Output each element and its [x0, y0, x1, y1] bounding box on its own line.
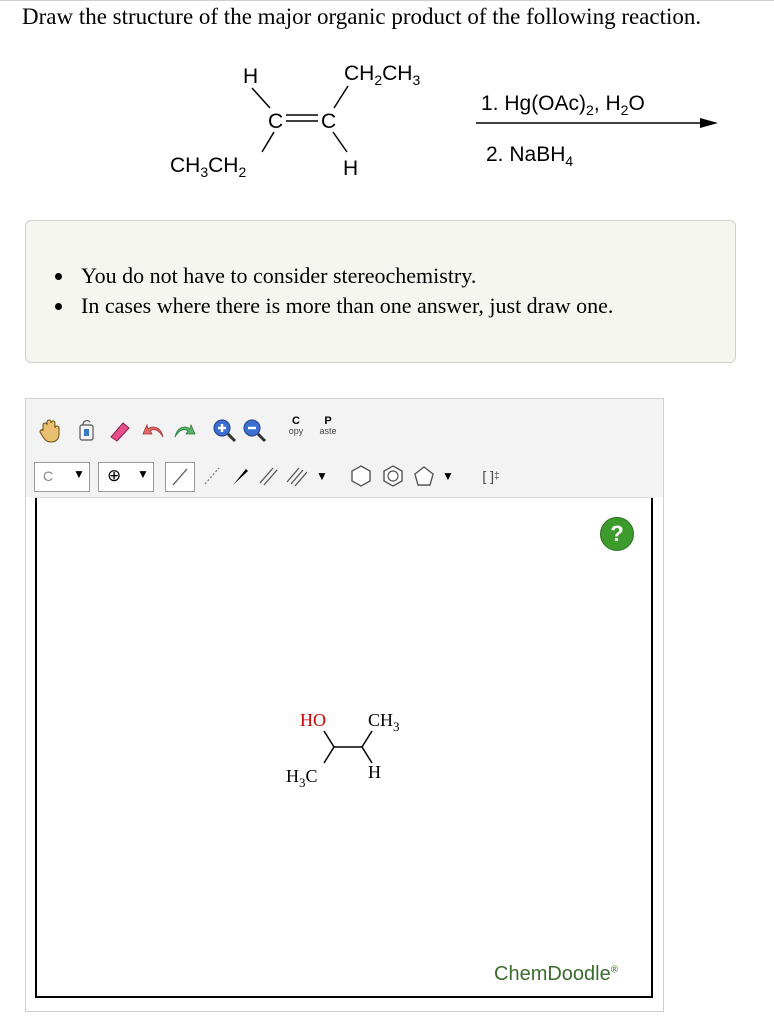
- brand-name: ChemDoodle: [494, 963, 611, 985]
- drawn-molecule[interactable]: [260, 690, 460, 800]
- undo-icon[interactable]: [140, 416, 168, 444]
- lasso-icon[interactable]: [72, 416, 100, 444]
- triple-bond-icon: [285, 465, 307, 487]
- reaction-arrow-head: [700, 118, 718, 128]
- element-select-value: C: [43, 468, 54, 484]
- hydroxyl-label: HO: [300, 710, 326, 730]
- copy-label-bottom: opy: [288, 426, 304, 436]
- reagent-arrow-group: [476, 92, 718, 169]
- hashed-bond-icon: [201, 465, 223, 487]
- zoom-out-icon[interactable]: [240, 416, 268, 444]
- bracket-label: [ ]: [482, 468, 495, 484]
- methyl-label-bottom: $H_3C$: [286, 766, 318, 790]
- dashed-bond-tool[interactable]: [198, 462, 226, 490]
- paste-label-top: P: [324, 415, 332, 427]
- cyclopentane-tool[interactable]: [410, 462, 438, 490]
- reactant-carbon-left: C: [268, 110, 284, 133]
- charge-plus-icon: ⊕: [107, 466, 122, 485]
- triple-bond-tool[interactable]: [282, 462, 310, 490]
- hydrogen-label: H: [368, 762, 381, 782]
- methyl-label-top: $CH_3$: [368, 710, 400, 734]
- reactant-top-h: H: [243, 65, 259, 88]
- bond-menu-chevron-down-icon[interactable]: ▼: [316, 469, 328, 483]
- instruction-item: In cases where there is more than one answer, just draw one.: [81, 291, 613, 321]
- single-bond-icon: [169, 466, 191, 488]
- pan-hand-icon[interactable]: [36, 416, 64, 444]
- instructions-box: [25, 220, 736, 363]
- chemdoodle-logo: [494, 963, 618, 986]
- eraser-icon[interactable]: [106, 416, 134, 444]
- reactant-ethyl-bottom: $CH_3CH_2$: [170, 154, 247, 180]
- redo-icon[interactable]: [170, 416, 198, 444]
- paste-label-bottom: aste: [319, 426, 337, 436]
- brand-mark: ®: [610, 964, 619, 976]
- bracket-sup: ‡: [494, 470, 500, 482]
- chevron-down-icon: ▼: [137, 467, 149, 481]
- zoom-in-icon[interactable]: [210, 416, 238, 444]
- copy-label-top: C: [292, 415, 300, 427]
- bracket-tool[interactable]: [474, 462, 508, 490]
- cyclohexane-icon: [349, 464, 373, 488]
- cyclopentane-icon: [412, 464, 436, 488]
- double-bond-tool[interactable]: [254, 462, 282, 490]
- wedge-bond-icon: [229, 465, 251, 487]
- reaction-scheme: [0, 0, 774, 200]
- ring-menu-chevron-down-icon[interactable]: ▼: [442, 469, 454, 483]
- help-button[interactable]: ?: [600, 517, 634, 551]
- double-bond-icon: [257, 465, 279, 487]
- element-select[interactable]: [34, 462, 90, 492]
- paste-button[interactable]: [314, 412, 342, 440]
- reactant-carbon-right: C: [321, 110, 337, 133]
- wedge-bond-tool[interactable]: [226, 462, 254, 490]
- benzene-icon: [381, 464, 405, 488]
- reagent-step-1: 1. $Hg(OAc)_2$, $H_2O$: [481, 92, 645, 118]
- copy-button[interactable]: [282, 412, 310, 440]
- charge-select[interactable]: [98, 462, 154, 492]
- question-text: Draw the structure of the major organic product of the following reaction.: [22, 4, 702, 29]
- reactant-bottom-h: H: [343, 157, 359, 180]
- canvas-top-border: [35, 497, 653, 498]
- benzene-tool[interactable]: [379, 462, 407, 490]
- instruction-item: You do not have to consider stereochemistry.: [81, 261, 613, 291]
- reactant-structure: [170, 62, 420, 180]
- reagent-step-2: 2. NaBH$_4$: [486, 143, 574, 169]
- single-bond-tool[interactable]: [165, 462, 195, 492]
- cyclohexane-tool[interactable]: [347, 462, 375, 490]
- reactant-ethyl-top: $CH_2CH_3$: [344, 62, 421, 88]
- chevron-down-icon: ▼: [73, 467, 85, 481]
- instructions-list: [81, 261, 613, 321]
